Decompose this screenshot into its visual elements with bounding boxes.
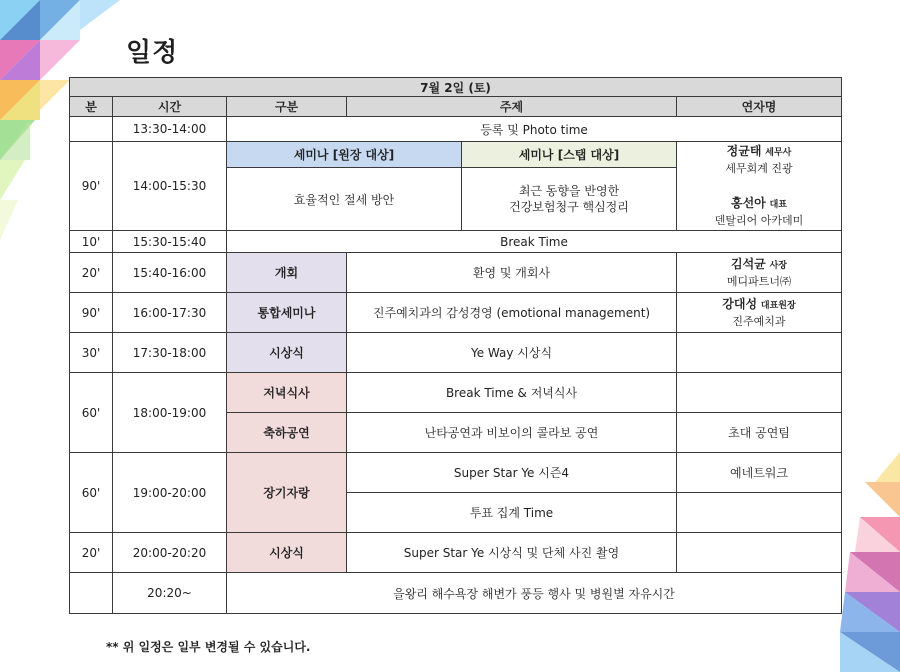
table-row: [70, 453, 842, 493]
page-title: 일정: [126, 38, 179, 68]
time-cell: 20:00-20:20: [113, 533, 227, 573]
time-cell: 13:30-14:00: [113, 117, 227, 142]
header-topic: 주제: [347, 97, 677, 117]
speaker-cell: [677, 253, 842, 293]
header-time: 시간: [113, 97, 227, 117]
time-cell: 16:00-17:30: [113, 293, 227, 333]
duration-cell: 60': [70, 453, 113, 533]
topic-cell: 난타공연과 비보이의 콜라보 공연: [347, 413, 677, 453]
table-row: [70, 293, 842, 333]
duration-cell: [70, 117, 113, 142]
speaker-title: 대표원장: [760, 300, 796, 311]
table-row: [70, 117, 842, 142]
table-row: [70, 333, 842, 373]
duration-cell: 10': [70, 231, 113, 253]
seminar-owner-topic: 효율적인 절세 방안: [227, 168, 462, 231]
duration-cell: 30': [70, 333, 113, 373]
date-cell: 7월 2일 (토): [70, 78, 842, 97]
topic-cell: Ye Way 시상식: [347, 333, 677, 373]
topic-cell: 투표 집계 Time: [347, 493, 677, 533]
speaker-org: 세무회계 진광: [725, 162, 793, 175]
date-header-row: [70, 78, 842, 97]
topic-cell: Break Time: [227, 231, 842, 253]
time-cell: 20:20~: [113, 573, 227, 614]
speaker-org: 진주예치과: [732, 314, 786, 328]
footnote: ** 위 일정은 일부 변경될 수 있습니다.: [106, 640, 311, 654]
schedule-table: [69, 77, 842, 614]
category-cell: 저녁식사: [227, 373, 347, 413]
category-cell: 통합세미나: [227, 293, 347, 333]
time-cell: 14:00-15:30: [113, 142, 227, 231]
table-row: [70, 253, 842, 293]
topic-cell: Super Star Ye 시상식 및 단체 사진 촬영: [347, 533, 677, 573]
speaker-title: 사장: [769, 260, 787, 271]
table-row: [70, 231, 842, 253]
table-row: [70, 533, 842, 573]
category-cell: 시상식: [227, 333, 347, 373]
duration-cell: 20': [70, 533, 113, 573]
speaker-cell: 예네트워크: [677, 453, 842, 493]
triangle-mosaic-decoration-bottom-right: [840, 452, 900, 672]
seminar-staff-label: 세미나 [스탭 대상]: [462, 142, 677, 168]
seminar-owner-label: 세미나 [원장 대상]: [227, 142, 462, 168]
speaker-cell: [677, 533, 842, 573]
topic-cell: 등록 및 Photo time: [227, 117, 842, 142]
speaker-cell: 초대 공연팀: [677, 413, 842, 453]
speaker-cell: [677, 373, 842, 413]
column-header-row: [70, 97, 842, 117]
speaker-org: 덴탈리어 아카데미: [714, 214, 804, 227]
speaker-title: 세무사: [765, 148, 792, 158]
topic-cell: 을왕리 해수욕장 해변가 풍등 행사 및 병원별 자유시간: [227, 573, 842, 614]
speaker-cell: [677, 493, 842, 533]
header-duration: 분: [70, 97, 113, 117]
topic-line: 최근 동향을 반영한: [518, 184, 620, 198]
topic-cell: 진주예치과의 감성경영 (emotional management): [347, 293, 677, 333]
speaker-org: 메디파트너㈜: [726, 274, 792, 288]
header-speaker: 연자명: [677, 97, 842, 117]
speaker-name: 홍선아: [731, 196, 766, 210]
speaker-name: 정균태: [726, 144, 762, 158]
duration-cell: 60': [70, 373, 113, 453]
duration-cell: [70, 573, 113, 614]
topic-cell: Break Time & 저녁식사: [347, 373, 677, 413]
speaker-name: 김석균: [731, 256, 766, 271]
speaker-cell: [677, 293, 842, 333]
category-cell: 축하공연: [227, 413, 347, 453]
table-row: [70, 573, 842, 614]
duration-cell: 90': [70, 293, 113, 333]
duration-cell: 90': [70, 142, 113, 231]
time-cell: 19:00-20:00: [113, 453, 227, 533]
table-row: [70, 373, 842, 413]
category-cell: 장기자랑: [227, 453, 347, 533]
category-cell: 시상식: [227, 533, 347, 573]
time-cell: 15:30-15:40: [113, 231, 227, 253]
duration-cell: 20': [70, 253, 113, 293]
speaker-cell: [677, 142, 842, 231]
time-cell: 18:00-19:00: [113, 373, 227, 453]
category-cell: 개회: [227, 253, 347, 293]
topic-cell: 환영 및 개회사: [347, 253, 677, 293]
time-cell: 17:30-18:00: [113, 333, 227, 373]
speaker-name: 강대성: [722, 296, 758, 311]
topic-cell: Super Star Ye 시즌4: [347, 453, 677, 493]
header-category: 구분: [227, 97, 347, 117]
topic-line: 건강보험청구 핵심정리: [509, 200, 629, 214]
seminar-staff-topic: [462, 168, 677, 231]
speaker-title: 대표: [769, 200, 787, 210]
speaker-cell: [677, 333, 842, 373]
time-cell: 15:40-16:00: [113, 253, 227, 293]
table-row: [70, 142, 842, 168]
